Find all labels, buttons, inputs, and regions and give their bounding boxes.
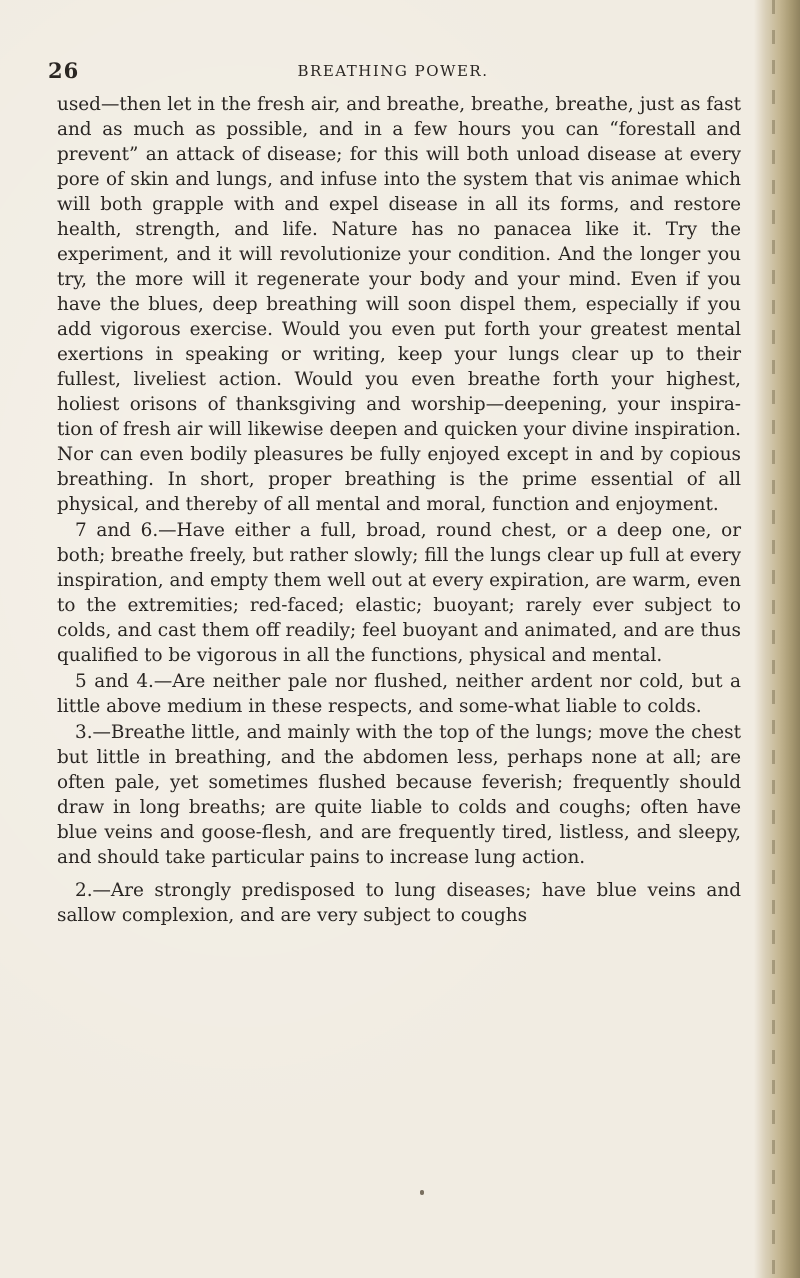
body-text bbox=[57, 92, 741, 928]
paragraph-3: 3.—Breathe little, and mainly with the top of the lungs; move the chest but little in breathing, and the abdomen less, perhaps none at all; are often pale, yet sometimes flushed because feverish; frequently should draw in long breaths; are quite liable to colds and coughs; often have blue veins and goose-flesh, and are frequently tired, listless, and sleepy, and should take particular pains to increase lung action. bbox=[57, 722, 741, 868]
page-number: 26 bbox=[48, 58, 80, 83]
page-header bbox=[48, 58, 738, 88]
paragraph-2: 2.—Are strongly predisposed to lung diseases; have blue veins and sallow complexion, and are very subject to coughs bbox=[57, 880, 741, 926]
ink-speck bbox=[420, 1190, 424, 1195]
paragraph-5-and-4: 5 and 4.—Are neither pale nor flushed, neither ardent nor cold, but a little above medium in these respects, and some-what liable to colds. bbox=[57, 671, 741, 717]
running-title: BREATHING POWER. bbox=[297, 62, 489, 80]
paragraph-continuation: used—then let in the fresh air, and breathe, breathe, breathe, just as fast and as much as possible, and in a few hours you can “forestall and prevent” an attack of disease; for this will both unload disease at every pore of skin and lungs, and infuse into the system that vis animae which will both grapple with and expel disease in all its forms, and restore health, strength, and life. Nature has no panacea like it. Try the experiment, and it will revolutionize your condition. And the longer you try, the more will it regenerate your body and your mind. Even if you have the blues, deep breathing will soon dispel them, especially if you add vigorous exercise. Would you even put forth your greatest mental exertions in speaking or writing, keep your lungs clear up to their fullest, liveliest action. Would you even breathe forth your highest, holiest orisons of thanksgiving and worship—deepening, your inspira-tion of fresh air will likewise deepen and quicken your divine inspiration. Nor can even bodily pleasures be fully enjoyed except in and by copious breathing. In short, proper breathing is the prime essential of all physical, and thereby of all mental and moral, function and enjoyment. bbox=[57, 94, 741, 515]
paragraph-7-and-6: 7 and 6.—Have either a full, broad, round chest, or a deep one, or both; breathe freely, but rather slowly; fill the lungs clear up full at every inspiration, and empty them well out at every expiration, are warm, even to the extremities; red-faced; elastic; buoyant; rarely ever subject to colds, and cast them off readily; feel buoyant and animated, and are thus qualified to be vigorous in all the functions, physical and mental. bbox=[57, 520, 741, 666]
page-binding-edge bbox=[754, 0, 800, 1278]
